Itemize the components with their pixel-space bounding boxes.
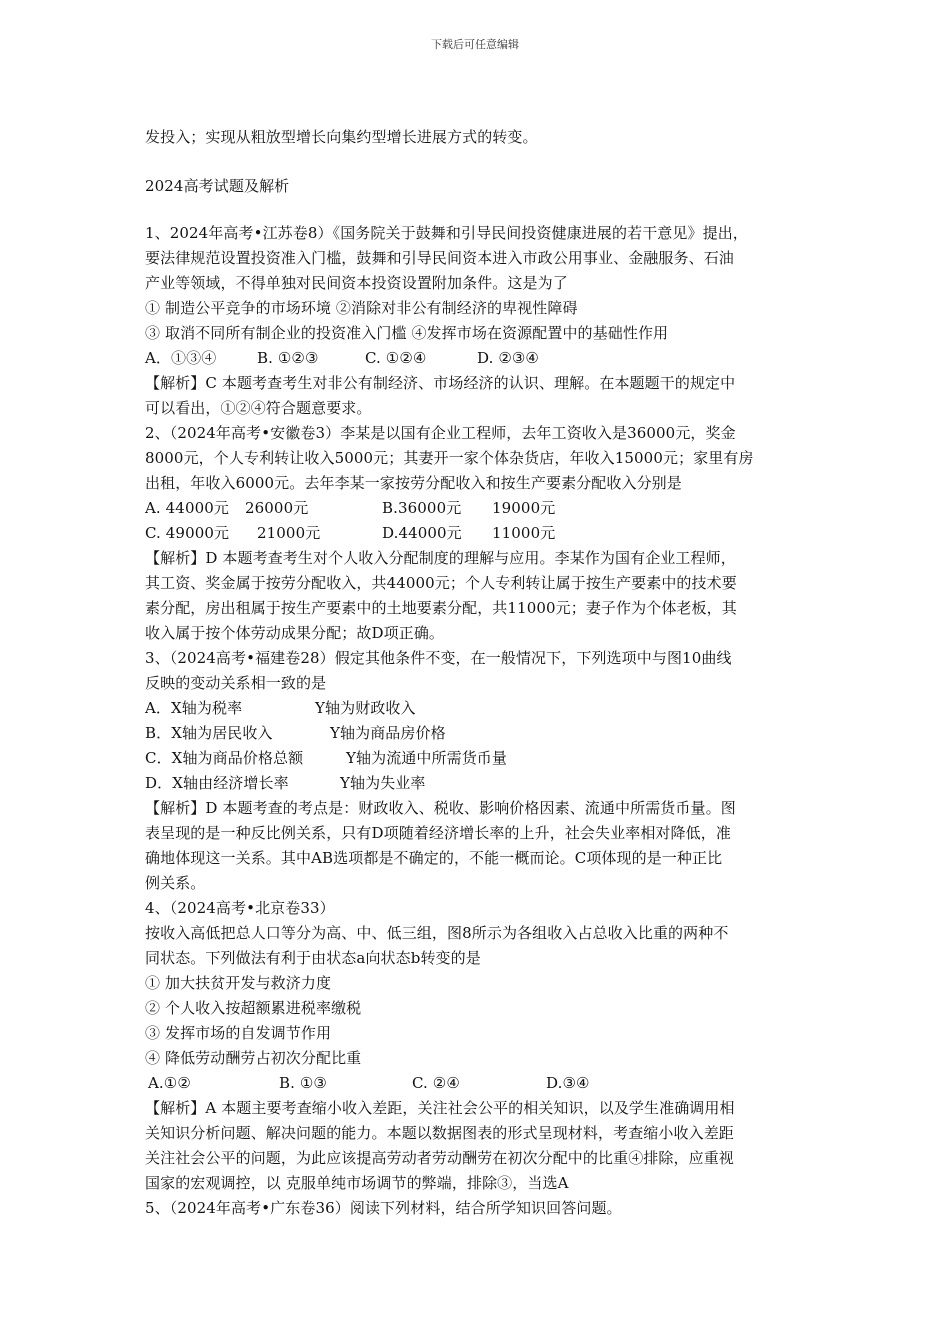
analysis-line: 确地体现这一关系。其中AB选项都是不确定的，不能一概而论。C项体现的是一种正比 <box>145 849 723 867</box>
option-b-value: 19000元 <box>492 499 556 517</box>
option-c <box>145 746 815 771</box>
option-c: C. 49000元 <box>145 524 230 542</box>
analysis-line: 国家的宏观调控，以 克服单纯市场调节的弊端，排除③，当选A <box>145 1174 569 1192</box>
option-y-axis: Y轴为流通中所需货币量 <box>346 749 508 767</box>
question-5-line: 5、（2024年高考•广东卷36）阅读下列材料，结合所学知识回答问题。 <box>145 1199 622 1217</box>
analysis-line: 收入属于按个体劳动成果分配；故D项正确。 <box>145 624 445 642</box>
question-1 <box>145 221 815 421</box>
answer-options <box>145 496 815 521</box>
question-text-line: 2、（2024年高考•安徽卷3）李某是以国有企业工程师，去年工资收入是36000元，奖金 <box>145 424 736 442</box>
analysis-line: 【解析】C 本题考查考生对非公有制经济、市场经济的认识、理解。在本题题干的规定中 <box>145 374 736 392</box>
analysis-line: 素分配，房出租属于按生产要素中的土地要素分配，共11000元；妻子作为个体老板，其 <box>145 599 737 617</box>
option-a: A.①② <box>148 1074 191 1092</box>
question-2 <box>145 421 815 646</box>
question-4 <box>145 896 815 1196</box>
option-c: C. ②④ <box>412 1074 460 1092</box>
question-text-line: 3、（2024高考•福建卷28）假定其他条件不变，在一般情况下，下列选项中与图10曲线 <box>145 649 732 667</box>
option-y-axis: Y轴为财政收入 <box>315 699 416 717</box>
document-body <box>145 125 815 1221</box>
question-text-line: 产业等领域，不得单独对民间资本投资设置附加条件。这是为了 <box>145 274 568 292</box>
option-b <box>145 721 815 746</box>
analysis-line: 关注社会公平的问题，为此应该提高劳动者劳动酬劳在初次分配中的比重④排除，应重视 <box>145 1149 734 1167</box>
answer-options <box>145 346 815 371</box>
question-text-line: 同状态。下列做法有利于由状态a向状态b转变的是 <box>145 949 481 967</box>
option-d: D.44000元 <box>382 524 462 542</box>
option-c: C. ①②④ <box>365 349 427 367</box>
option-x-axis: C．X轴为商品价格总额 <box>145 749 304 767</box>
analysis-line: 表呈现的是一种反比例关系，只有D项随着经济增长率的上升，社会失业率相对降低，准 <box>145 824 731 842</box>
answer-options <box>145 521 815 546</box>
option-b: B. ①②③ <box>257 349 319 367</box>
question-text-line: 反映的变动关系相一致的是 <box>145 674 327 692</box>
question-text-line: 按收入高低把总人口等分为高、中、低三组，图8所示为各组收入占总收入比重的两种不 <box>145 924 729 942</box>
option-b: B.36000元 <box>382 499 462 517</box>
option-c-value: 21000元 <box>257 524 321 542</box>
section-title: 2024高考试题及解析 <box>145 177 290 195</box>
question-3 <box>145 646 815 896</box>
question-text-line: 8000元，个人专利转让收入5000元；其妻开一家个体杂货店，年收入15000元；家里有房 <box>145 449 754 467</box>
question-text-line: 4、（2024高考•北京卷33） <box>145 899 335 917</box>
analysis-line: 其工资、奖金属于按劳分配收入，共44000元；个人专利转让属于按生产要素中的技术要 <box>145 574 737 592</box>
option-a: A．①③④ <box>145 349 217 367</box>
choice-line: ③ 发挥市场的自发调节作用 <box>145 1024 332 1042</box>
choice-line: ① 制造公平竞争的市场环境 ②消除对非公有制经济的卑视性障碍 <box>145 299 578 317</box>
option-d <box>145 771 815 796</box>
option-y-axis: Y轴为失业率 <box>340 774 426 792</box>
option-a: A. 44000元 <box>145 499 229 517</box>
analysis-line: 例关系。 <box>145 874 206 892</box>
choice-line: ① 加大扶贫开发与救济力度 <box>145 974 332 992</box>
choice-line: ② 个人收入按超额累进税率缴税 <box>145 999 362 1017</box>
analysis-line: 【解析】D 本题考查的考点是：财政收入、税收、影响价格因素、流通中所需货币量。图 <box>145 799 736 817</box>
choice-line: ③ 取消不同所有制企业的投资准入门槛 ④发挥市场在资源配置中的基础性作用 <box>145 324 669 342</box>
analysis-line: 【解析】A 本题主要考查缩小收入差距，关注社会公平的相关知识，以及学生准确调用相 <box>145 1099 735 1117</box>
question-text-line: 要法律规范设置投资准入门槛，鼓舞和引导民间资本进入市政公用事业、金融服务、石油 <box>145 249 734 267</box>
option-a-value: 26000元 <box>245 499 309 517</box>
intro-line: 发投入；实现从粗放型增长向集约型增长进展方式的转变。 <box>145 128 538 146</box>
question-text-line: 出租，年收入6000元。去年李某一家按劳分配收入和按生产要素分配收入分别是 <box>145 474 682 492</box>
answer-options <box>145 1071 815 1096</box>
option-a <box>145 696 815 721</box>
option-x-axis: D．X轴由经济增长率 <box>145 774 289 792</box>
choice-line: ④ 降低劳动酬劳占初次分配比重 <box>145 1049 362 1067</box>
option-d: D.③④ <box>546 1074 590 1092</box>
analysis-line: 关知识分析问题、解决问题的能力。本题以数据图表的形式呈现材料，考查缩小收入差距 <box>145 1124 734 1142</box>
analysis-line: 可以看出，①②④符合题意要求。 <box>145 399 372 417</box>
analysis-line: 【解析】D 本题考查考生对个人收入分配制度的理解与应用。李某作为国有企业工程师， <box>145 549 736 567</box>
option-b: B. ①③ <box>279 1074 327 1092</box>
option-d: D. ②③④ <box>477 349 539 367</box>
question-text-line: 1、2024年高考•江苏卷8）《国务院关于鼓舞和引导民间投资健康进展的若干意见》提出， <box>145 224 748 242</box>
option-x-axis: A．X轴为税率 <box>145 699 243 717</box>
option-x-axis: B．X轴为居民收入 <box>145 724 273 742</box>
option-y-axis: Y轴为商品房价格 <box>330 724 446 742</box>
page-header: 下载后可任意编辑 <box>431 38 519 51</box>
option-d-value: 11000元 <box>492 524 556 542</box>
